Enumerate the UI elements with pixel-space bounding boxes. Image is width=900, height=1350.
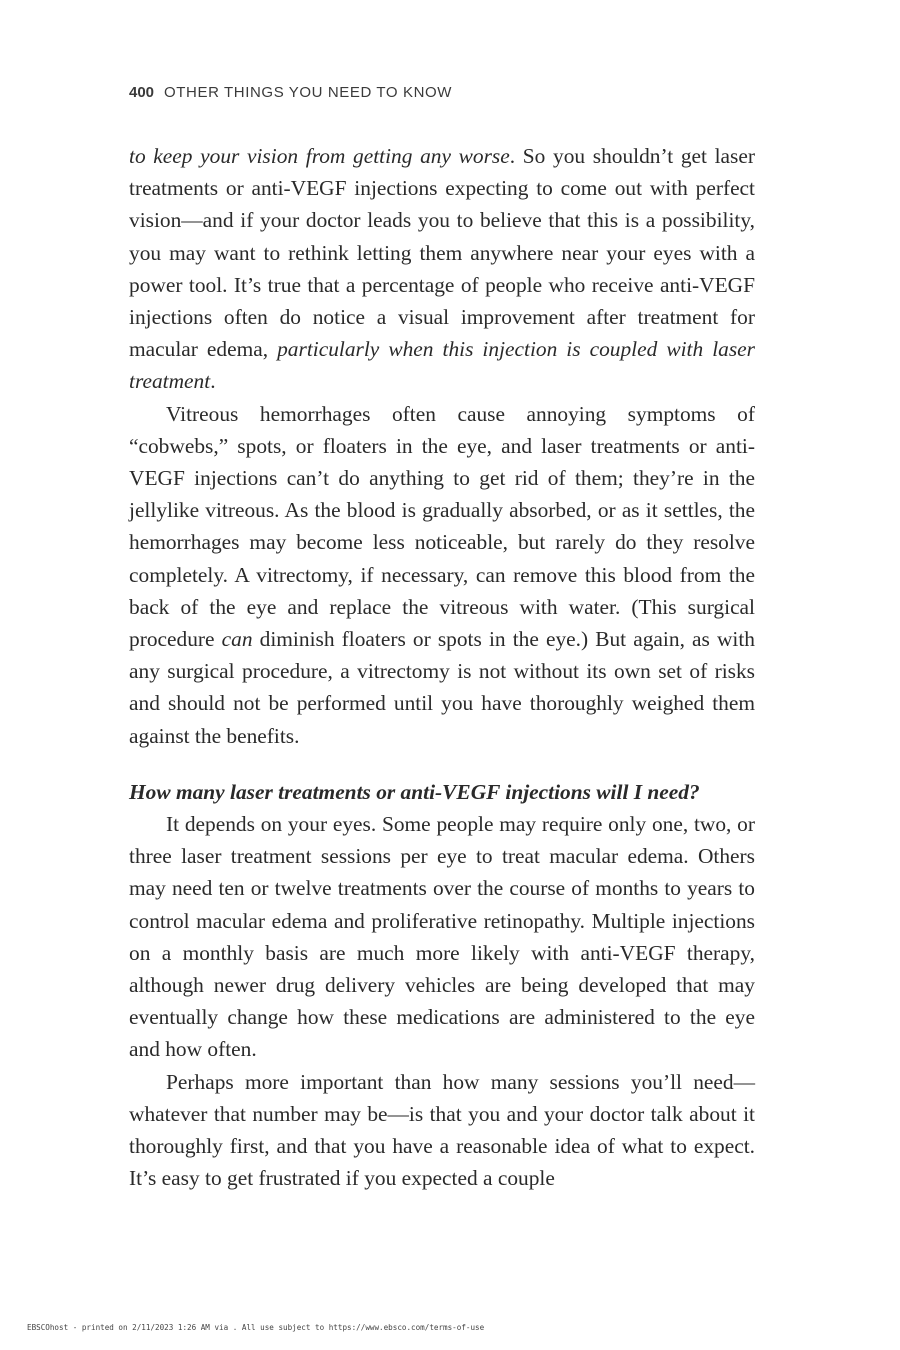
paragraph-sessions: Perhaps more important than how many sessions you’ll need—whatever that number may be—is that you and your doctor talk about it thoroughly first, and that you have a reasonable idea of what to expect. It’s easy to get frustrated if you expected a couple [129, 1069, 755, 1191]
ebsco-footer: EBSCOhost - printed on 2/11/2023 1:26 AM via . All use subject to https://www.ebsco.com/terms-of-use [27, 1323, 485, 1332]
paragraph-text: . [210, 369, 216, 394]
emphasis-text: to keep your vision from getting any worse [129, 144, 510, 168]
paragraph-continuation [129, 140, 755, 398]
paragraph-text: . So you shouldn’t get laser treatments or anti-VEGF injections expecting to come out with perfect vision—and if your doctor leads you to believe that this is a possibility, you may want to rethink letting them anywhere near your eyes with a power tool. It’s true that a percentage of people who receive anti-VEGF injections often do notice a visual improvement after treatment for macular edema, [129, 144, 755, 362]
paragraph-text: diminish floaters or spots in the eye.) But again, as with any surgical procedure, a vitrectomy is not without its own set of risks and should not be performed until you have thoroughly weighed them against the benefits. [129, 627, 756, 748]
emphasis-text: particularly when this injection is coupled with laser treatment [129, 337, 755, 394]
paragraph-answer: It depends on your eyes. Some people may require only one, two, or three laser treatment sessions per eye to treat macular edema. Others may need ten or twelve treatments over the course of months to years to control macular edema and proliferative retinopathy. Multiple injections on a monthly basis are much more likely with anti-VEGF therapy, although newer drug delivery vehicles are being developed that may eventually change how these medications are administered to the eye and how often. [129, 812, 755, 1062]
page-body [129, 140, 755, 1195]
emphasis-text: can [221, 627, 253, 652]
paragraph-vitreous [129, 398, 755, 752]
running-title: OTHER THINGS YOU NEED TO KNOW [164, 84, 453, 101]
page-number: 400 [129, 84, 155, 101]
running-header [129, 84, 452, 101]
question-heading: How many laser treatments or anti-VEGF injections will I need? [129, 779, 700, 804]
paragraph-text: Vitreous hemorrhages often cause annoying symptoms of “cobwebs,” spots, or floaters in the eye, and laser treatments or anti-VEGF injections can’t do anything to get rid of them; they’re in the jellylike vitreous. As the blood is gradually absorbed, or as it settles, the hemorrhages may become less noticeable, but rarely do they resolve completely. A vitrectomy, if necessary, can remove this blood from the back of the eye and replace the vitreous with water. (This surgical procedure [129, 401, 755, 652]
